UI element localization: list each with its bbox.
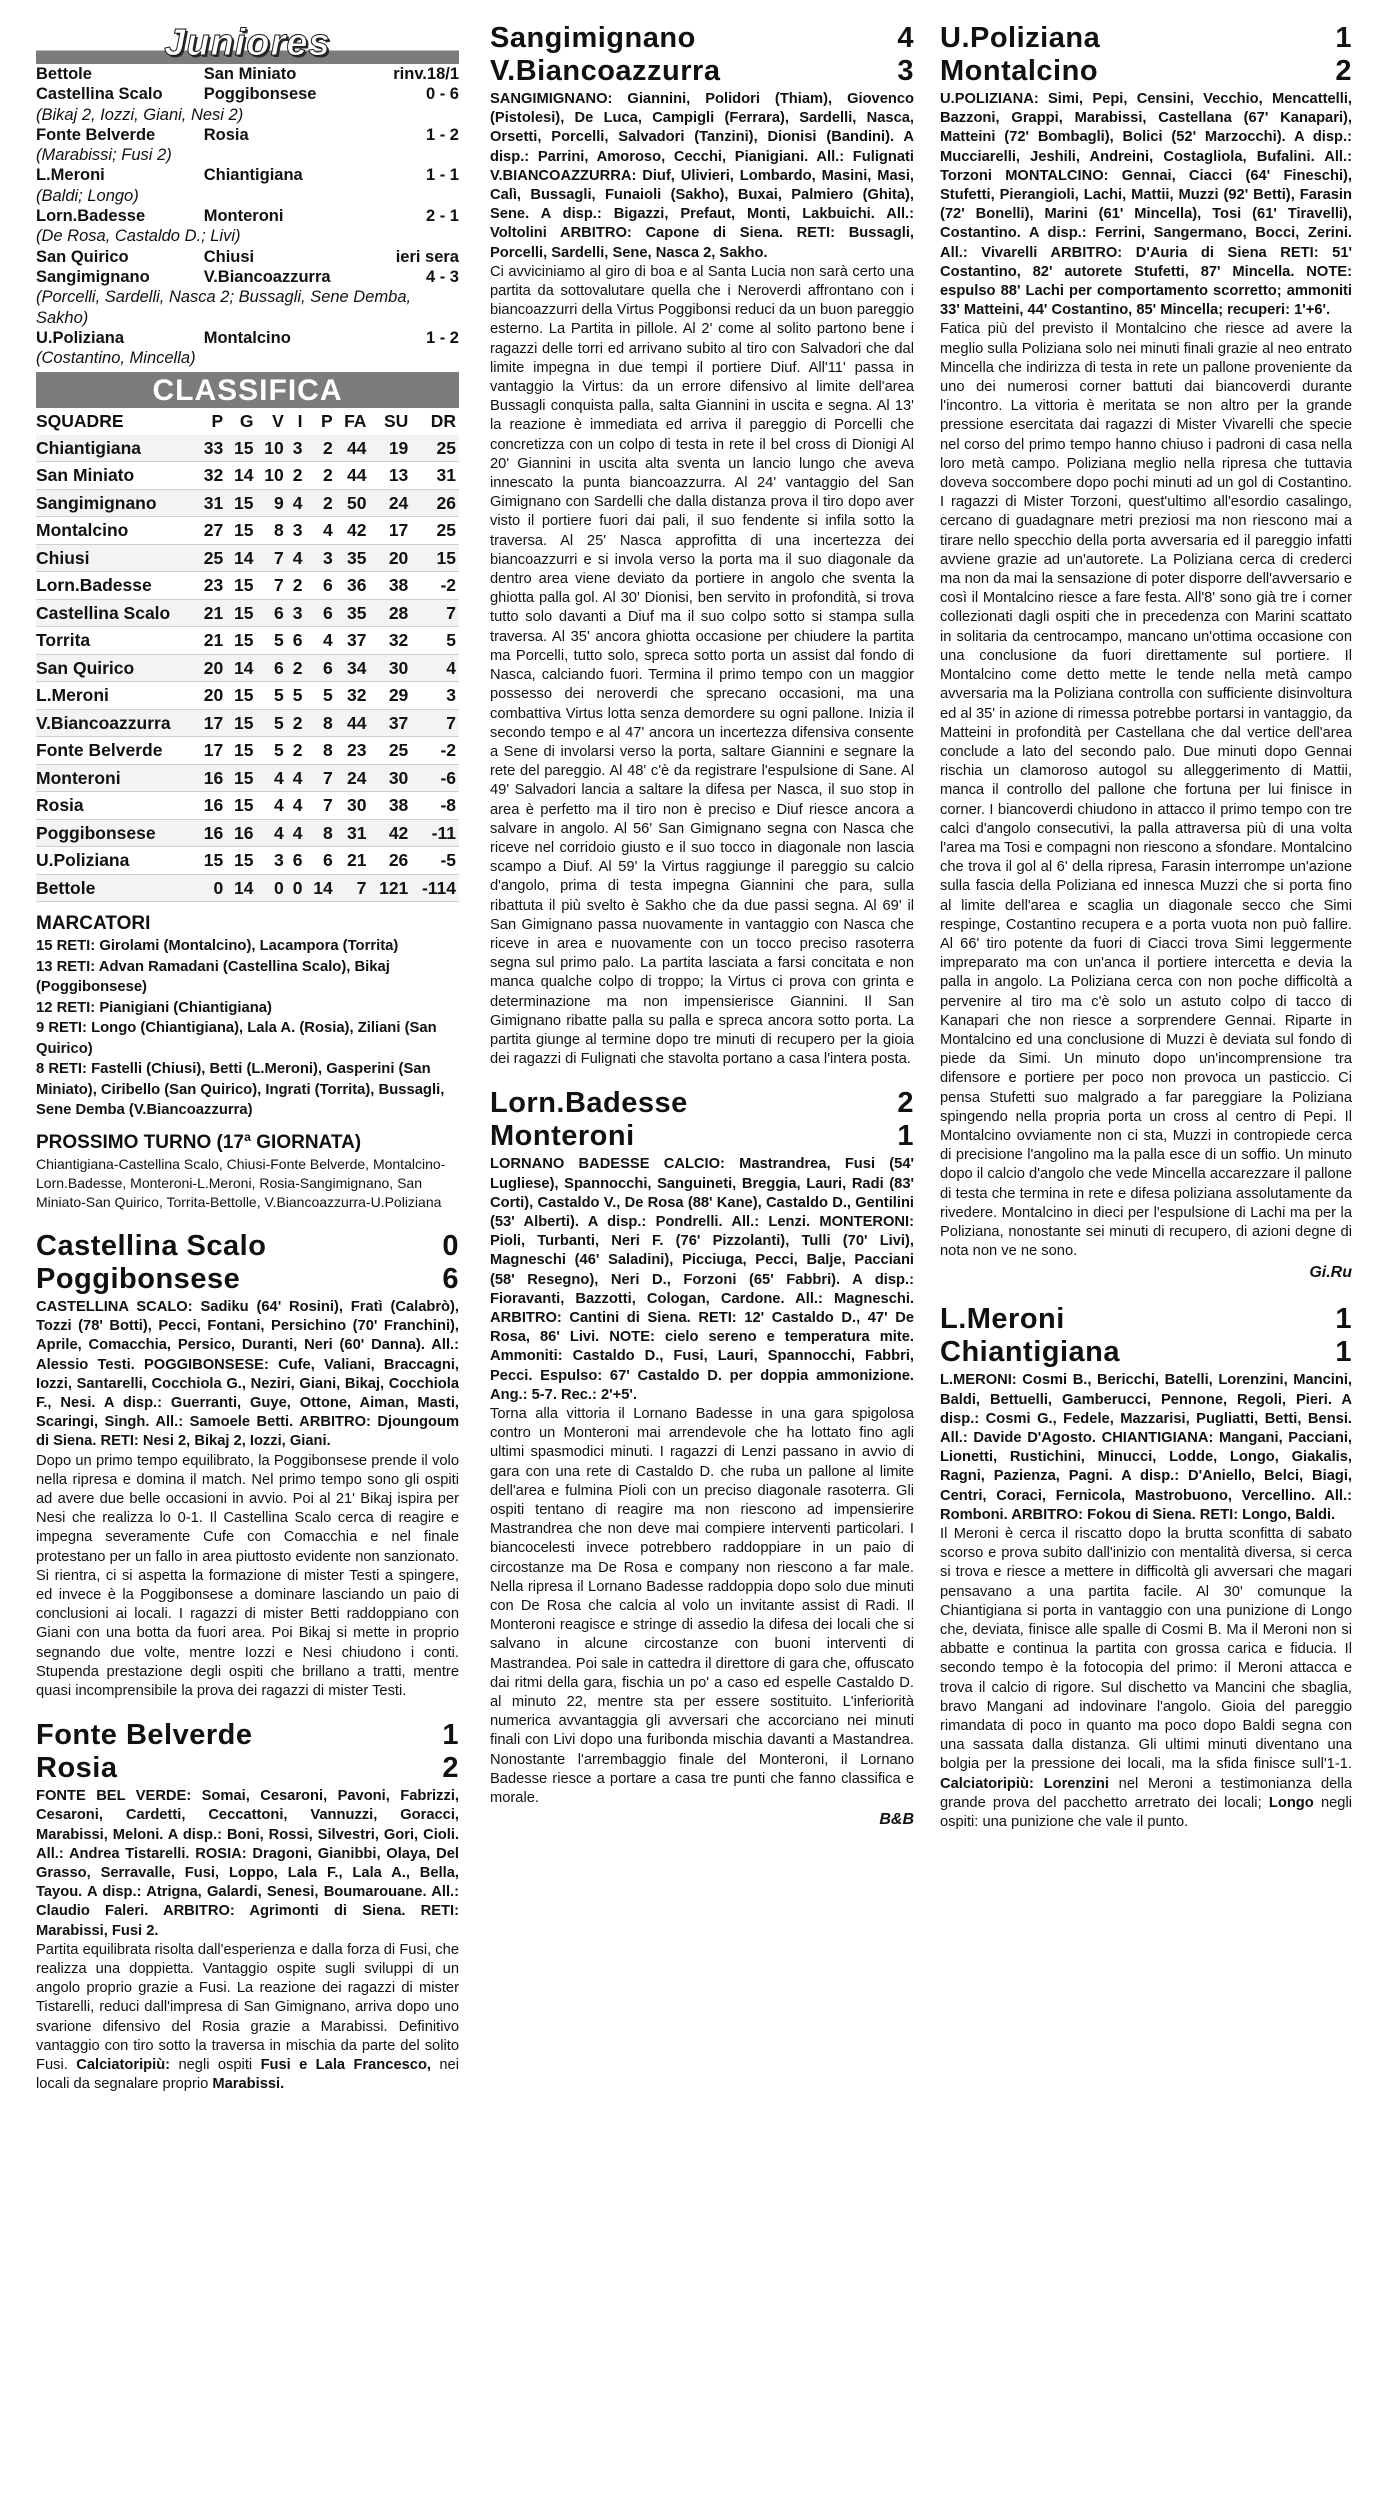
home-team: San Quirico	[36, 247, 129, 266]
standings-cell: 2	[287, 709, 306, 737]
result-score: 0 - 6	[425, 85, 459, 104]
standings-row	[36, 792, 459, 820]
standings-cell: 8	[305, 737, 335, 765]
standings-cell: 15	[226, 709, 256, 737]
standings-row	[36, 599, 459, 627]
standings-row	[36, 819, 459, 847]
standings-cell: 15	[226, 489, 256, 517]
standings-cell: 5	[257, 682, 287, 710]
away-team: San Miniato	[203, 65, 297, 83]
away-team: Montalcino	[940, 55, 1099, 87]
standings-cell: 10	[257, 462, 287, 490]
result-score: 2 - 1	[425, 207, 459, 226]
away-score: 1	[897, 1120, 914, 1153]
standings-col-header: SQUADRE	[36, 411, 124, 432]
standings-cell: -5	[411, 847, 459, 875]
standings-cell: -8	[411, 792, 459, 820]
result-scorers-row	[36, 105, 459, 125]
away-team: Montalcino	[203, 328, 291, 347]
match-report: Fatica più del previsto il Montalcino che riesce ad avere la meglio sulla Poliziana solo nei minuti finali grazie al neo entrato Mincella che indirizza di testa in rete un pallone proveniente da uno dei numerosi corner battuti dai biancoverdi durante l'incontro. La vittoria è meritata se non altro per la grande pressione esercitata dai ragazzi di Mister Vivarelli che specie nel corso del primo tempo hanno chiuso i padroni di casa nella loro metà campo. Poliziana meglio nella ripresa che tuttavia doveva soccombere dopo pochi minuti ad un gol di Costantino. I ragazzi di Mister Torzoni, quest'ultimo all'esordio casalingo, cercano di guadagnare metri preziosi ma non riescono mai a tirare nello specchio della porta avversaria ed il pareggio infatti avviene grazie ad un'autorete. La Poliziana cerca di crederci ma non da mai la sensazione di poter disporre dell'avversario e così il Montalcino riesce a fare festa. All'8' sono già tre i corner collezionati dagli ospiti che in precedenza con Marini scattato in solitaria da centrocampo, mancano un'ottima occasione con una conclusione da fuori direttamente sul portiere. Il Montalcino come detto mette le tende nella metà campo avversaria ma la Poliziana controlla con sufficiente disinvoltura ed al 35' in azione di rimessa potrebbe portarsi in vantaggio, da Matteini in profondità per Castellana che dal vertice dell'area conclude a lato del secondo palo. Due minuti dopo Gennai rischia un clamoroso autogol su alleggerimento di Mattii, manca il controllo del pallone che fortuna per lui finisce in corner. I biancoverdi chiudono in attacco il primo tempo con tre calci d'angolo consecutivi, la palla attraversa più di una volta l'area ma Tosi e compagni non riescono a sfondare. Montalcino che trova il gol al 6' della ripresa, Farasin interrompe un'azione sulla fascia della Poliziana ed innesca Muzzi che si porta fino al limite dell'area e scaglia un diagonale secco che Simi respinge, Costantino recupera e a porta vuota non può fallire. Al 66' tiro potente da fuori di Ciacci trova Simi leggermente impreparato ma con un'anca il portiere intercetta e devia la palla in angolo. La Poliziana cerca con non poche difficoltà a pervenire al tiro ma c'è solo un astuto colpo di tacco di Kanapari che non riesce a sorprendere Gennai. Riparte in Montalcino ed una conclusione di Muzzi è deviata sul fondo di piede da Simi. Un minuto dopo un'incomprensione tra difensore e portiere per poco non provoca un pasticcio. Ci pensa Stufetti suo malgrado a far pareggiare la Poliziana spingendo nella propria porta un cross al centro di Pepi. Il Montalcino ovviamente non ci sta, Muzzi in contropiede cerca di precisione l'angolino ma la palla esce di un soffio. Un minuto dopo il calcio d'angolo che vede Mincella accarezzare il pallone di testa che termina in rete e difesa poliziana assolutamente da rivedere. Montalcino in dieci per l'espulsione di Lachi ma per la Poliziana, nonostante sei minuti di recupero, di azioni degne di nota non ve ne sono.	[940, 321, 1352, 1260]
standings-cell: 35	[336, 544, 370, 572]
team-name: L.Meroni	[36, 682, 196, 710]
standings-cell: 8	[257, 517, 287, 545]
match-lineup: CASTELLINA SCALO: Sadiku (64' Rosini), Fratì (Calabrò), Tozzi (78' Botti), Pecci, Fontani, Persichino (70' Franchini), Aprile, Comacchia, Persico, Duranti, Neri (60' Danna). All.: Alessio Testi. POGGIBONSESE: Cufe, Valiani, Braccagni, Iozzi, Santarelli, Cocchiola G., Neziri, Giani, Bikaj, Cocchiola F., Nesi. A disp.: Guerranti, Guye, Ottone, Aiman, Masti, Scaringi, Singh. All.: Samoele Betti. ARBITRO: Djoungoum di Siena. RETI: Nesi 2, Bikaj 2, Iozzi, Giani.	[36, 1298, 459, 1450]
scorers-list	[36, 936, 459, 1121]
standings-cell: 42	[336, 517, 370, 545]
away-team: V.Biancoazzurra	[490, 55, 721, 87]
standings-cell: 14	[226, 654, 256, 682]
standings-col-header: SU	[383, 411, 409, 432]
standings-cell: 15	[226, 847, 256, 875]
standings-cell: 4	[287, 792, 306, 820]
standings-cell: 0	[287, 874, 306, 902]
home-team: Castellina Scalo	[36, 85, 163, 104]
standings-cell: 7	[336, 874, 370, 902]
result-score: 1 - 2	[425, 125, 459, 144]
standings-col-header: G	[239, 411, 254, 432]
standings-cell: -2	[411, 572, 459, 600]
standings-cell: 21	[196, 627, 226, 655]
standings-cell: 20	[196, 654, 226, 682]
result-score: ieri sera	[395, 247, 459, 266]
standings-cell: 6	[257, 654, 287, 682]
standings-cell: 2	[305, 435, 335, 462]
standings-cell: 16	[226, 819, 256, 847]
standings-cell: 14	[226, 544, 256, 572]
team-name: Rosia	[36, 792, 196, 820]
match-header	[490, 1087, 914, 1120]
result-scorers-row	[36, 226, 459, 246]
standings-cell: 4	[257, 819, 287, 847]
standings-cell: 32	[369, 627, 411, 655]
standings-cell: 42	[369, 819, 411, 847]
standings-cell: 6	[305, 572, 335, 600]
next-round-text: Chiantigiana-Castellina Scalo, Chiusi-Fonte Belverde, Montalcino-Lorn.Badesse, Monteroni-L.Meroni, Rosia-Sangimignano, San Miniato-San Quirico, Torrita-Bettolle, V.Biancoazzurra-U.Poliziana	[36, 1155, 446, 1210]
away-team: Chiusi	[203, 247, 255, 266]
away-team: Rosia	[36, 1752, 118, 1785]
standings-cell: 6	[305, 599, 335, 627]
result-scorers-row	[36, 348, 459, 368]
standings-cell: 3	[411, 682, 459, 710]
match-report: Ci avviciniamo al giro di boa e al Santa Lucia non sarà certo una partita da sottovalutare quella che i Neroverdi affrontano con i biancoazzurri della Virtus Poggibonsi reduci da un buon pareggio esterno. La Partita in pillole. Al 2' come al solito partono bene i ragazzi delle torri ed arrivano subito al tiro con Salvadori che dal limite impegna in due tempi il portiere Diuf. All'11' passa in vantaggio la Virtus: da un errore difensivo al limite dell'area Bussagli conquista palla, salta Giannini in uscita e segna. Al 13' la reazione è immediata ed arriva il pareggio di Porcelli che concretizza con un colpo di testa in rete il bel cross di Dionigi Al 20' Giannini in uscita alta sventa un lancio lungo che aveva innescato la punta biancoazzurra. Al 24' vantaggio del San Gimignano con Sardelli che dalla distanza prova il tiro dopo aver visto il portiere fuori dai pali, il suo fendente si infila sotto la traversa. Al 25' Nasca approfitta di una incertezza dei biancoazzurri e si invola verso la porta ma il suo diagonale da dentro area viene deviato da portiere in angolo che sventa la ghiotta palla gol. Al 30' Dionisi, ben servito in profondità, si trova tutto solo davanti a Diuf ma il suo colpo sotto si stampa sulla traversa. Al 35' ancora ghiotta occasione per chiudere la partita ma Porcelli, tutto solo, spreca sotto porta un assist dal fondo di Nasca, calciando fuori. Termina il primo tempo con un maggior possesso dei neroverdi che sprecano occasioni, ma una combattiva Virtus lotta senza demordere su ogni pallone. Inizia il secondo tempo e al 47' ancora un incertezza difensiva consente a Sene di involarsi verso la porta, saltare Giannini e segnare la rete del pareggio. Al 48' c'è da registrare l'espulsione di Sane. Al 49' Salvadori lancia a saltare la difesa per Nasca, il suo stop in area è perfetto ma il tiro non è preciso e Diuf riesce ancora a salvare in angolo. Al 56' San Gimignano segna con Nasca che riceve nel corridoio giusto e il suo tocco in diagonale non lascia scampo a Diuf. Al 59' la Virtus raggiunge il pareggio su calcio d'angolo, prima di testa impegna Giannini che para, sulla ribattuta il più svelto è Sakho che da due passi segna. Al 69' il San Gimignano passa nuovamente in vantaggio con Nasca che riceve in area e nuovamente con un tocco preciso rasoterra segna sul primo palo. La partita lasciata a farsi concitata e non manca qualche colpo di troppo; la Virtus ci prova con grinta e determinazione ma non impensierisce Giannini. Il San Gimignano ribatte palla su palla e spreca ancora sotto porta. La partita giunge al termine dopo tre minuti di recupero per la gioia dei ragazzi di Fulignati che stavolta portano a casa l'intera posta.	[490, 263, 914, 1068]
standings-row	[36, 709, 459, 737]
result-row	[36, 84, 459, 104]
result-scorers: (De Rosa, Castaldo D.; Livi)	[36, 227, 241, 246]
standings-cell: 20	[369, 544, 411, 572]
result-score: 4 - 3	[425, 267, 459, 286]
home-score: 2	[897, 1087, 914, 1120]
column-right	[940, 22, 1352, 1832]
home-team: Sangimignano	[36, 267, 150, 286]
home-score: 1	[442, 1719, 459, 1752]
standings-cell: 32	[336, 682, 370, 710]
standings-row	[36, 654, 459, 682]
result-scorers-row	[36, 287, 459, 328]
standings-cell: 6	[305, 654, 335, 682]
standings-cell: 30	[369, 764, 411, 792]
result-row	[36, 247, 459, 267]
standings-cell: 30	[336, 792, 370, 820]
standings-cell: 3	[287, 435, 306, 462]
standings-cell: 31	[196, 489, 226, 517]
standings-cell: 14	[305, 874, 335, 902]
standings-cell: 17	[196, 709, 226, 737]
match-header	[36, 1719, 459, 1752]
match-header	[36, 1230, 459, 1263]
standings-cell: 23	[196, 572, 226, 600]
away-score: 3	[897, 55, 914, 87]
match-lineup: LORNANO BADESSE CALCIO: Mastrandrea, Fusi (54' Lugliese), Spannocchi, Sanguineti, Breggia, Lauri, Radi (83' Corti), Castaldo V., De Rosa (88' Kane), Castaldo D., Gentilini (53' Alberti). A disp.: Pondrelli. All.: Lenzi. MONTERONI: Pioli, Turbanti, Neri F. (76' Pizzolanti), Tulli (70' Livi), Magneschi (46' Saladini), Picciuga, Pecci, Balje, Pacciani (58' Resegno), Neri D., Forzoni (65' Fabbri). A disp.: Fioravanti, Bazzotti, Cologan, Cardone. All.: Magneschi. ARBITRO: Cantini di Siena. RETI: 12' Castaldo D., 47' De Rosa, 86' Livi. NOTE: cielo sereno e temperatura mite. Ammoniti: Castaldo D., Fusi, Lauri, Spannocchi, Fabbri, Pecci. Espulso: 67' Castaldo D. per doppia ammonizione. Ang.: 5-7. Rec.: 2'+5'.	[490, 1156, 914, 1403]
standings-cell: 7	[411, 599, 459, 627]
scorer-line: 9 RETI: Longo (Chiantigiana), Lala A. (Rosia), Ziliani (San Quirico)	[36, 1020, 437, 1057]
standings-cell: 15	[196, 847, 226, 875]
home-team: L.Meroni	[36, 166, 105, 185]
team-name: Torrita	[36, 627, 196, 655]
standings-cell: 26	[411, 489, 459, 517]
result-scorers: (Porcelli, Sardelli, Nasca 2; Bussagli, Sene Demba, Sakho)	[36, 288, 412, 327]
standings-cell: 14	[226, 874, 256, 902]
standings-row	[36, 544, 459, 572]
standings-cell: 5	[305, 682, 335, 710]
match-header	[36, 1752, 459, 1785]
match-report: Dopo un primo tempo equilibrato, la Poggibonsese prende il volo nella ripresa e domina il match. Nel primo tempo sono gli ospiti ad avere due belle occasioni in avvio. Poi al 21' Bikaj ispira per Nesi che realizza lo 0-1. Il Castellina Scalo cerca di reagire e impegna severamente Cufe con Comacchia e nel finale protestano per un fallo in area piuttosto evidente non sanzionato. Si rientra, ci si aspetta la formazione di mister Testi a spingere, ed invece è la Poggibonsese a dominare lasciando un paio di conclusioni ai locali. I ragazzi di mister Betti raddoppiano con Giani con una botta da fuori area. Poi Bikaj si mette in proprio segnando due volte, mentre Iozzi e Nesi chiudono i conti. Stupenda prestazione degli ospiti che brillano a tratti, mentre quasi incomprensibile la prova dei ragazzi di mister Testi.	[36, 1452, 459, 1700]
standings-cell: 0	[196, 874, 226, 902]
home-score: 1	[1335, 22, 1352, 54]
standings-cell: 0	[257, 874, 287, 902]
home-team: Fonte Belverde	[36, 1719, 253, 1752]
match-header	[490, 55, 914, 88]
standings-cell: 20	[196, 682, 226, 710]
away-team: Monteroni	[203, 207, 284, 226]
standings-cell: 13	[369, 462, 411, 490]
next-round-title: PROSSIMO TURNO (17ª GIORNATA)	[36, 1131, 362, 1153]
result-score: rinv.18/1	[393, 65, 459, 83]
standings-row	[36, 517, 459, 545]
result-scorers: (Bikaj 2, Iozzi, Giani, Nesi 2)	[36, 105, 244, 124]
home-team: L.Meroni	[940, 1303, 1065, 1336]
standings-cell: -11	[411, 819, 459, 847]
standings-cell: 25	[369, 737, 411, 765]
standings-cell: 4	[257, 792, 287, 820]
home-team: Lorn.Badesse	[36, 207, 146, 226]
standings-cell: 24	[336, 764, 370, 792]
scorers-title: MARCATORI	[36, 913, 151, 935]
standings-cell: 37	[369, 709, 411, 737]
standings-cell: 15	[226, 599, 256, 627]
team-name: Poggibonsese	[36, 819, 196, 847]
standings-cell: 2	[287, 462, 306, 490]
standings-col-header: P	[211, 411, 224, 432]
standings-cell: 4	[287, 544, 306, 572]
team-name: Chiusi	[36, 544, 196, 572]
standings-cell: 4	[287, 764, 306, 792]
standings-cell: 15	[226, 435, 256, 462]
home-team: U.Poliziana	[940, 22, 1101, 54]
standings-cell: 21	[196, 599, 226, 627]
standings-cell: 4	[305, 517, 335, 545]
standings-cell: 15	[226, 792, 256, 820]
standings-cell: 9	[257, 489, 287, 517]
standings-cell: 21	[336, 847, 370, 875]
match-header	[490, 1120, 914, 1153]
match-header	[940, 22, 1352, 55]
standings-row	[36, 737, 459, 765]
match-report: Torna alla vittoria il Lornano Badesse in una gara spigolosa contro un Monteroni mai arrendevole che ha lottato fino agli ultimi spasmodici minuti. I ragazzi di Lenzi passano in avvio di gara con una rete di Castaldo D. che ruba un pallone al limite dell'area e fulmina Pioli con un preciso diagonale rasoterra. Gli ospiti tentano di reagire ma non riescono ad impensierire Mastrandrea che non deve mai compiere interventi particolari. I biancocelesti invece potrebbero raddoppiare in un paio di circostanze ma De Rosa e company non riescono a far male. Nella ripresa il Lornano Badesse raddoppia dopo solo due minuti con De Rosa che calcia al volo un invitante assist di Radi. Il Monteroni reagisce e stringe di assedio la difesa dei locali che si salvano in alcune circostanze con buoni interventi di Mastrandea. Poi sale in cattedra il direttore di gara che, offuscato dai ritmi della gara, fischia un po' a caso ed espelle Castaldo D. al minuto 22, mentre sta per essere sostituito. L'inferiorità numerica avvantaggia gli avversari che accorciano nei minuti finali con Livi dopo una furibonda mischia davanti a Mastandrea. Nonostante l'arrembaggio finale del Monteroni, il Lornano Badesse riesce a portare a casa tre punti che fanno classifica e morale.	[490, 1406, 914, 1807]
scorer-line: 8 RETI: Fastelli (Chiusi), Betti (L.Meroni), Gasperini (San Miniato), Ciribello (San Quirico), Ingrati (Torrita), Bussagli, Sene Demba (V.Biancoazzurra)	[36, 1061, 445, 1119]
standings-cell: 25	[411, 517, 459, 545]
home-team: Fonte Belverde	[36, 125, 156, 144]
standings-cell: 5	[411, 627, 459, 655]
match-lineup: SANGIMIGNANO: Giannini, Polidori (Thiam), Giovenco (Pistolesi), De Luca, Campigli (Ferrara), Sardelli, Nasca, Orsetti, Porcelli, Salvadori (Tanzini), Dionisi (Bandini). A disp.: Parrini, Amoroso, Cecchi, Pianigiani. All.: Fulignati V.BIANCOAZZURRA: Diuf, Ulivieri, Lombardo, Masini, Masi, Calì, Bussagli, Funaioli (Sakho), Buxai, Palmiero (Ghita), Sene. A disp.: Bigazzi, Prefaut, Monti, Lakbuichi. All.: Voltolini ARBITRO: Capone di Siena. RETI: Bussagli, Porcelli, Sardelli, Sene, Nasca 2, Sakho.	[490, 91, 914, 261]
standings-row	[36, 435, 459, 462]
standings-table	[36, 408, 459, 902]
standings-cell: 34	[336, 654, 370, 682]
standings-cell: 2	[287, 572, 306, 600]
standings-cell: 38	[369, 572, 411, 600]
standings-cell: 38	[369, 792, 411, 820]
standings-cell: 15	[226, 572, 256, 600]
standings-cell: 4	[305, 627, 335, 655]
results-table	[36, 64, 459, 368]
standings-cell: 14	[226, 462, 256, 490]
result-score: 1 - 1	[425, 166, 459, 185]
standings-cell: 16	[196, 819, 226, 847]
team-name: Montalcino	[36, 517, 196, 545]
standings-cell: 3	[287, 517, 306, 545]
standings-cell: 16	[196, 792, 226, 820]
standings-cell: 4	[411, 654, 459, 682]
scorer-line: 13 RETI: Advan Ramadani (Castellina Scalo), Bikaj (Poggibonsese)	[36, 958, 390, 996]
standings-cell: 5	[287, 682, 306, 710]
standings-col-header: FA	[344, 411, 367, 432]
match-lineup: FONTE BEL VERDE: Somai, Cesaroni, Pavoni, Fabrizzi, Cesaroni, Cardetti, Ceccattoni, Vannuzzi, Goracci, Marabissi, Meloni. A disp.: Boni, Rossi, Silvestri, Gori, Cioli. All.: Andrea Tistarelli. ROSIA: Dragoni, Gianibbi, Olaya, Del Grasso, Serravalle, Fusi, Loppo, Lala F., Lala A., Bella, Tayou. A disp.: Atrigna, Galardi, Senesi, Boumarouane. All.: Claudio Faleri. ARBITRO: Agrimonti di Siena. RETI: Marabissi, Fusi 2.	[36, 1788, 459, 1939]
standings-cell: 7	[257, 572, 287, 600]
standings-cell: 7	[411, 709, 459, 737]
team-name: Bettole	[36, 874, 196, 902]
standings-cell: 19	[369, 435, 411, 462]
standings-row	[36, 627, 459, 655]
standings-col-header: P	[321, 411, 333, 432]
signature: Gi.Ru	[1309, 1264, 1352, 1282]
result-scorers: (Baldi; Longo)	[36, 186, 139, 205]
standings-cell: 28	[369, 599, 411, 627]
standings-cell: 4	[287, 819, 306, 847]
standings-cell: 4	[287, 489, 306, 517]
standings-cell: 17	[196, 737, 226, 765]
team-name: Chiantigiana	[36, 435, 196, 462]
standings-row	[36, 874, 459, 902]
away-score: 2	[1335, 55, 1352, 87]
standings-row	[36, 847, 459, 875]
away-team: Chiantigiana	[940, 1336, 1121, 1369]
standings-cell: 27	[196, 517, 226, 545]
match-lineup: U.POLIZIANA: Simi, Pepi, Censini, Vecchio, Mencattelli, Bazzoni, Grappi, Marabissi, Castellana (67' Kanapari), Matteini (72' Bombagli), Bolici (52' Marzocchi). A disp.: Mucciarelli, Jeshili, Andreini, Costagliola, Bufalini. All.: Torzoni MONTALCINO: Gennai, Ciacci (64' Fineschi), Stufetti, Pierangioli, Lachi, Mattii, Muzzi (92' Betti), Farasin (72' Bonelli), Marini (61' Mincella), Tosi (61' Tiravelli), Costantino. A disp.: Ferrini, Sangermano, Bocci, Zerini. All.: Vivarelli ARBITRO: D'Auria di Siena RETI: 51' Costantino, 82' autorete Stufetti, 87' Mincella. NOTE: espulso 88' Lachi per comportamento scorretto; ammoniti 33' Matteini, 44' Costantino, 85' Mincella; recuperi: 1'+6'.	[940, 91, 1352, 319]
scorer-line: 12 RETI: Pianigiani (Chiantigiana)	[36, 999, 272, 1016]
home-team: Castellina Scalo	[36, 1229, 267, 1262]
standings-cell: 6	[287, 627, 306, 655]
standings-cell: 23	[336, 737, 370, 765]
away-score: 6	[442, 1262, 459, 1295]
standings-cell: 31	[411, 462, 459, 490]
standings-cell: 17	[369, 517, 411, 545]
home-score: 4	[897, 22, 914, 54]
standings-col-header: I	[297, 411, 303, 432]
standings-cell: 15	[226, 627, 256, 655]
standings-cell: 26	[369, 847, 411, 875]
away-team: Poggibonsese	[36, 1262, 241, 1295]
match-report: Partita equilibrata risolta dall'esperienza e dalla forza di Fusi, che realizza una doppietta. Vantaggio ospite sugli sviluppi di un angolo proprio grazie a Fusi. La reazione dei ragazzi di mister Tistarelli, reduci dall'impresa di San Gimignano, arriva dopo uno svarione difensivo del Rosia grazie a Marabissi. Definitivo vantaggio con tiro sotto la traversa in mischia da parte del solito Fusi. Calciatoripiù: negli ospiti Fusi e Lala Francesco, nei locali da segnalare proprio Marabissi.	[36, 1941, 459, 2093]
match-header	[940, 1336, 1352, 1369]
match-lineup: L.MERONI: Cosmi B., Bericchi, Batelli, Lorenzini, Mancini, Baldi, Bettuelli, Gamberucci, Pennone, Regoli, Pieri. A disp.: Cosmi G., Fedele, Mazzarisi, Pugliatti, Betti, Bensi. All.: Davide D'Agosto. CHIANTIGIANA: Mangani, Pacciani, Lionetti, Rustichini, Minucci, Lodde, Longo, Giakalis, Ragni, Pazienza, Pagni. A disp.: D'Aniello, Belci, Biagi, Centri, Coraci, Fernicola, Mastrobuono, Vercellino. All.: Romboni. ARBITRO: Fokou di Siena. RETI: Longo, Baldi.	[940, 1372, 1352, 1523]
standings-cell: -6	[411, 764, 459, 792]
standings-cell: 121	[369, 874, 411, 902]
standings-row	[36, 462, 459, 490]
standings-cell: 15	[226, 764, 256, 792]
standings-cell: 31	[336, 819, 370, 847]
away-score: 1	[1335, 1336, 1352, 1369]
standings-cell: 6	[305, 847, 335, 875]
match-header	[36, 1263, 459, 1296]
standings-cell: 44	[336, 709, 370, 737]
signature: B&B	[879, 1811, 914, 1829]
standings-row	[36, 764, 459, 792]
standings-cell: 30	[369, 654, 411, 682]
away-team: Rosia	[203, 125, 249, 144]
standings-cell: 25	[411, 435, 459, 462]
result-scorers: (Marabissi; Fusi 2)	[36, 146, 172, 165]
away-score: 2	[442, 1752, 459, 1785]
standings-cell: 32	[196, 462, 226, 490]
standings-cell: -2	[411, 737, 459, 765]
standings-cell: 7	[257, 544, 287, 572]
team-name: Lorn.Badesse	[36, 572, 196, 600]
standings-cell: 6	[287, 847, 306, 875]
standings-cell: 50	[336, 489, 370, 517]
standings-cell: 3	[305, 544, 335, 572]
standings-cell: 5	[257, 709, 287, 737]
standings-row	[36, 682, 459, 710]
result-row	[36, 267, 459, 287]
standings-cell: 3	[287, 599, 306, 627]
home-team: Lorn.Badesse	[490, 1087, 688, 1120]
standings-cell: 36	[336, 572, 370, 600]
result-row	[36, 165, 459, 185]
standings-cell: 16	[196, 764, 226, 792]
juniores-header: Juniores	[36, 22, 459, 64]
team-name: Castellina Scalo	[36, 599, 196, 627]
standings-cell: 15	[411, 544, 459, 572]
result-row	[36, 206, 459, 226]
scorer-line: 15 RETI: Girolami (Montalcino), Lacampora (Torrita)	[36, 938, 399, 955]
team-name: San Quirico	[36, 654, 196, 682]
team-name: Fonte Belverde	[36, 737, 196, 765]
standings-cell: 29	[369, 682, 411, 710]
standings-cell: 15	[226, 737, 256, 765]
result-row	[36, 328, 459, 348]
match-header	[940, 1303, 1352, 1336]
standings-cell: 5	[257, 627, 287, 655]
standings-cell: 8	[305, 819, 335, 847]
result-scorers-row	[36, 186, 459, 206]
standings-col-header: DR	[430, 411, 456, 432]
standings-cell: 44	[336, 435, 370, 462]
standings-cell: 24	[369, 489, 411, 517]
column-left	[36, 22, 459, 2094]
standings-cell: 8	[305, 709, 335, 737]
standings-row	[36, 572, 459, 600]
home-team: U.Poliziana	[36, 328, 125, 347]
home-team: Sangimignano	[490, 22, 696, 54]
result-scorers-row	[36, 145, 459, 165]
standings-cell: 2	[287, 737, 306, 765]
home-score: 0	[442, 1229, 459, 1262]
standings-cell: 10	[257, 435, 287, 462]
standings-col-header: V	[272, 411, 284, 432]
result-row	[36, 125, 459, 145]
standings-cell: 4	[257, 764, 287, 792]
standings-cell: 33	[196, 435, 226, 462]
away-team: Monteroni	[490, 1120, 635, 1153]
standings-cell: 44	[336, 462, 370, 490]
standings-cell: 2	[305, 489, 335, 517]
home-team: Bettole	[36, 65, 92, 83]
standings-cell: 15	[226, 682, 256, 710]
team-name: Monteroni	[36, 764, 196, 792]
standings-cell: 3	[257, 847, 287, 875]
standings-row	[36, 489, 459, 517]
standings-cell: 25	[196, 544, 226, 572]
team-name: V.Biancoazzurra	[36, 709, 196, 737]
standings-cell: 7	[305, 792, 335, 820]
standings-cell: 7	[305, 764, 335, 792]
match-report: Il Meroni è cerca il riscatto dopo la brutta sconfitta di sabato scorso e prova subito dall'inizio con mentalità diversa, si cerca si trova e riesce a mettere in difficoltà gli avversari che magari pensavano a una partita facile. Al 30' comunque la Chiantigiana si porta in vantaggio con una punizione di Longo che, deviata, finisce alle spalle di Cosmi B. Ma il Meroni non si abbatte e continua la partita con grossa carica e fiducia. Il secondo tempo è la fotocopia del primo: il Meroni attacca e trova il calcio di rigore. Sul dischetto va Mancini che sbaglia, bravo Mangani ad indovinare l'angolo. Gioia del pareggio rimandata di poco in quanto ma poco dopo Baldi segna con una sassata dalla distanza. Gli ultimi minuti diventano una bolgia per la pressione dei locali, ma la sfida finisce sull'1-1. Calciatoripiù: Lorenzini nel Meroni a testimonianza della grande prova del pacchetto arretrato dei locali; Longo negli ospiti: una punizione che vale il punto.	[940, 1526, 1352, 1831]
away-team: Chiantigiana	[203, 166, 303, 185]
standings-cell: 35	[336, 599, 370, 627]
standings-cell: 2	[287, 654, 306, 682]
away-team: Poggibonsese	[203, 85, 317, 104]
match-header	[490, 22, 914, 55]
column-middle	[490, 22, 914, 1832]
home-score: 1	[1335, 1303, 1352, 1336]
standings-cell: 15	[226, 517, 256, 545]
standings-cell: -114	[411, 874, 459, 902]
team-name: Sangimignano	[36, 489, 196, 517]
away-team: V.Biancoazzurra	[203, 267, 331, 286]
standings-cell: 2	[305, 462, 335, 490]
result-scorers: (Costantino, Mincella)	[36, 349, 196, 368]
standings-header-row	[36, 408, 459, 435]
result-score: 1 - 2	[425, 328, 459, 347]
match-header	[940, 55, 1352, 88]
result-row	[36, 64, 459, 84]
team-name: U.Poliziana	[36, 847, 196, 875]
classifica-header: CLASSIFICA	[36, 372, 459, 408]
standings-cell: 37	[336, 627, 370, 655]
standings-cell: 5	[257, 737, 287, 765]
team-name: San Miniato	[36, 462, 196, 490]
standings-cell: 6	[257, 599, 287, 627]
